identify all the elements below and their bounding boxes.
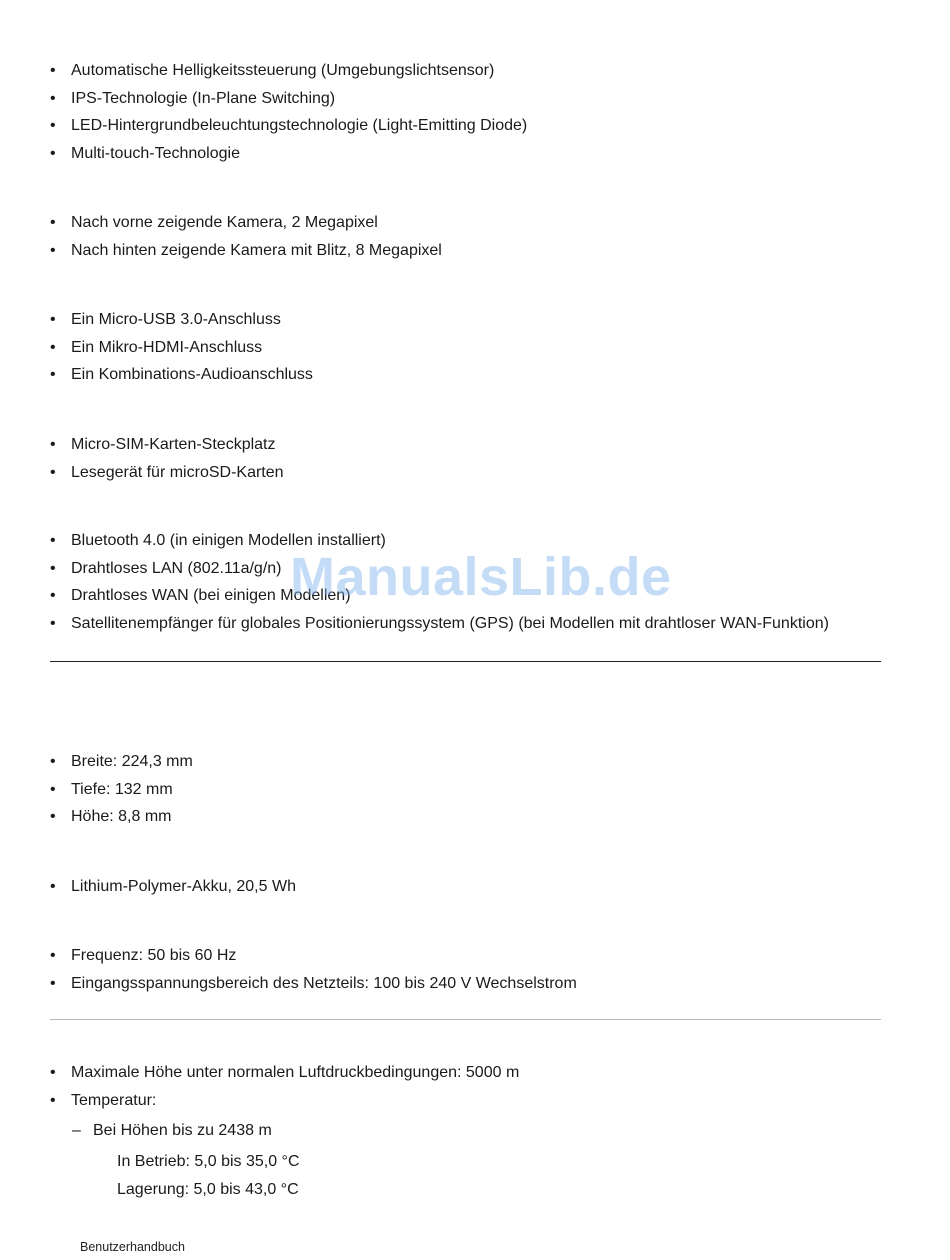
temperature-operating: In Betrieb: 5,0 bis 35,0 °C (117, 1153, 300, 1170)
battery-list (50, 873, 910, 901)
list-item: • LED-Hintergrundbeleuchtungstechnologie (Light-Emitting Diode) (50, 112, 910, 140)
cameras-list (50, 209, 910, 264)
list-item: • Frequenz: 50 bis 60 Hz (50, 942, 910, 970)
dimensions-list (50, 748, 910, 831)
temperature-altitude-item (72, 1117, 272, 1145)
list-item: • Tiefe: 132 mm (50, 776, 910, 804)
display-features-list (50, 57, 910, 168)
list-item: • Lithium-Polymer-Akku, 20,5 Wh (50, 873, 910, 901)
connectors-list (50, 306, 910, 389)
wireless-list (50, 527, 910, 638)
list-item: • Breite: 224,3 mm (50, 748, 910, 776)
temperature-storage: Lagerung: 5,0 bis 43,0 °C (117, 1181, 299, 1198)
list-item: • Satellitenempfänger für globales Positionierungssystem (GPS) (bei Modellen mit drahtloser WAN-Funktion) (50, 610, 910, 638)
list-item: • Maximale Höhe unter normalen Luftdruckbedingungen: 5000 m (50, 1059, 910, 1087)
list-item: • Drahtloses WAN (bei einigen Modellen) (50, 582, 910, 610)
section-divider (50, 1019, 881, 1020)
list-item: • Ein Mikro-HDMI-Anschluss (50, 334, 910, 362)
list-item: • Ein Micro-USB 3.0-Anschluss (50, 306, 910, 334)
card-slots-list (50, 431, 910, 486)
watermark: ManualsLib.de (290, 547, 672, 607)
list-item: • IPS-Technologie (In-Plane Switching) (50, 85, 910, 113)
environment-list (50, 1059, 910, 1114)
list-item: • Automatische Helligkeitssteuerung (Umgebungslichtsensor) (50, 57, 910, 85)
list-item: • Eingangsspannungsbereich des Netzteils: 100 bis 240 V Wechselstrom (50, 970, 910, 998)
list-item: • Drahtloses LAN (802.11a/g/n) (50, 555, 910, 583)
list-item: • Nach hinten zeigende Kamera mit Blitz, 8 Megapixel (50, 237, 910, 265)
power-list (50, 942, 910, 997)
list-item: • Nach vorne zeigende Kamera, 2 Megapixel (50, 209, 910, 237)
list-item: • Multi-touch-Technologie (50, 140, 910, 168)
page-footer: Benutzerhandbuch (80, 1240, 185, 1254)
list-item: • Höhe: 8,8 mm (50, 803, 910, 831)
section-divider (50, 661, 881, 662)
list-item: • Micro-SIM-Karten-Steckplatz (50, 431, 910, 459)
list-item: • Ein Kombinations-Audioanschluss (50, 361, 910, 389)
list-item: • Temperatur: (50, 1087, 910, 1115)
list-item: • Bluetooth 4.0 (in einigen Modellen installiert) (50, 527, 910, 555)
altitude-label: Bei Höhen bis zu 2438 m (93, 1122, 272, 1139)
list-item: • Lesegerät für microSD-Karten (50, 459, 910, 487)
dash-marker: – (72, 1122, 81, 1139)
